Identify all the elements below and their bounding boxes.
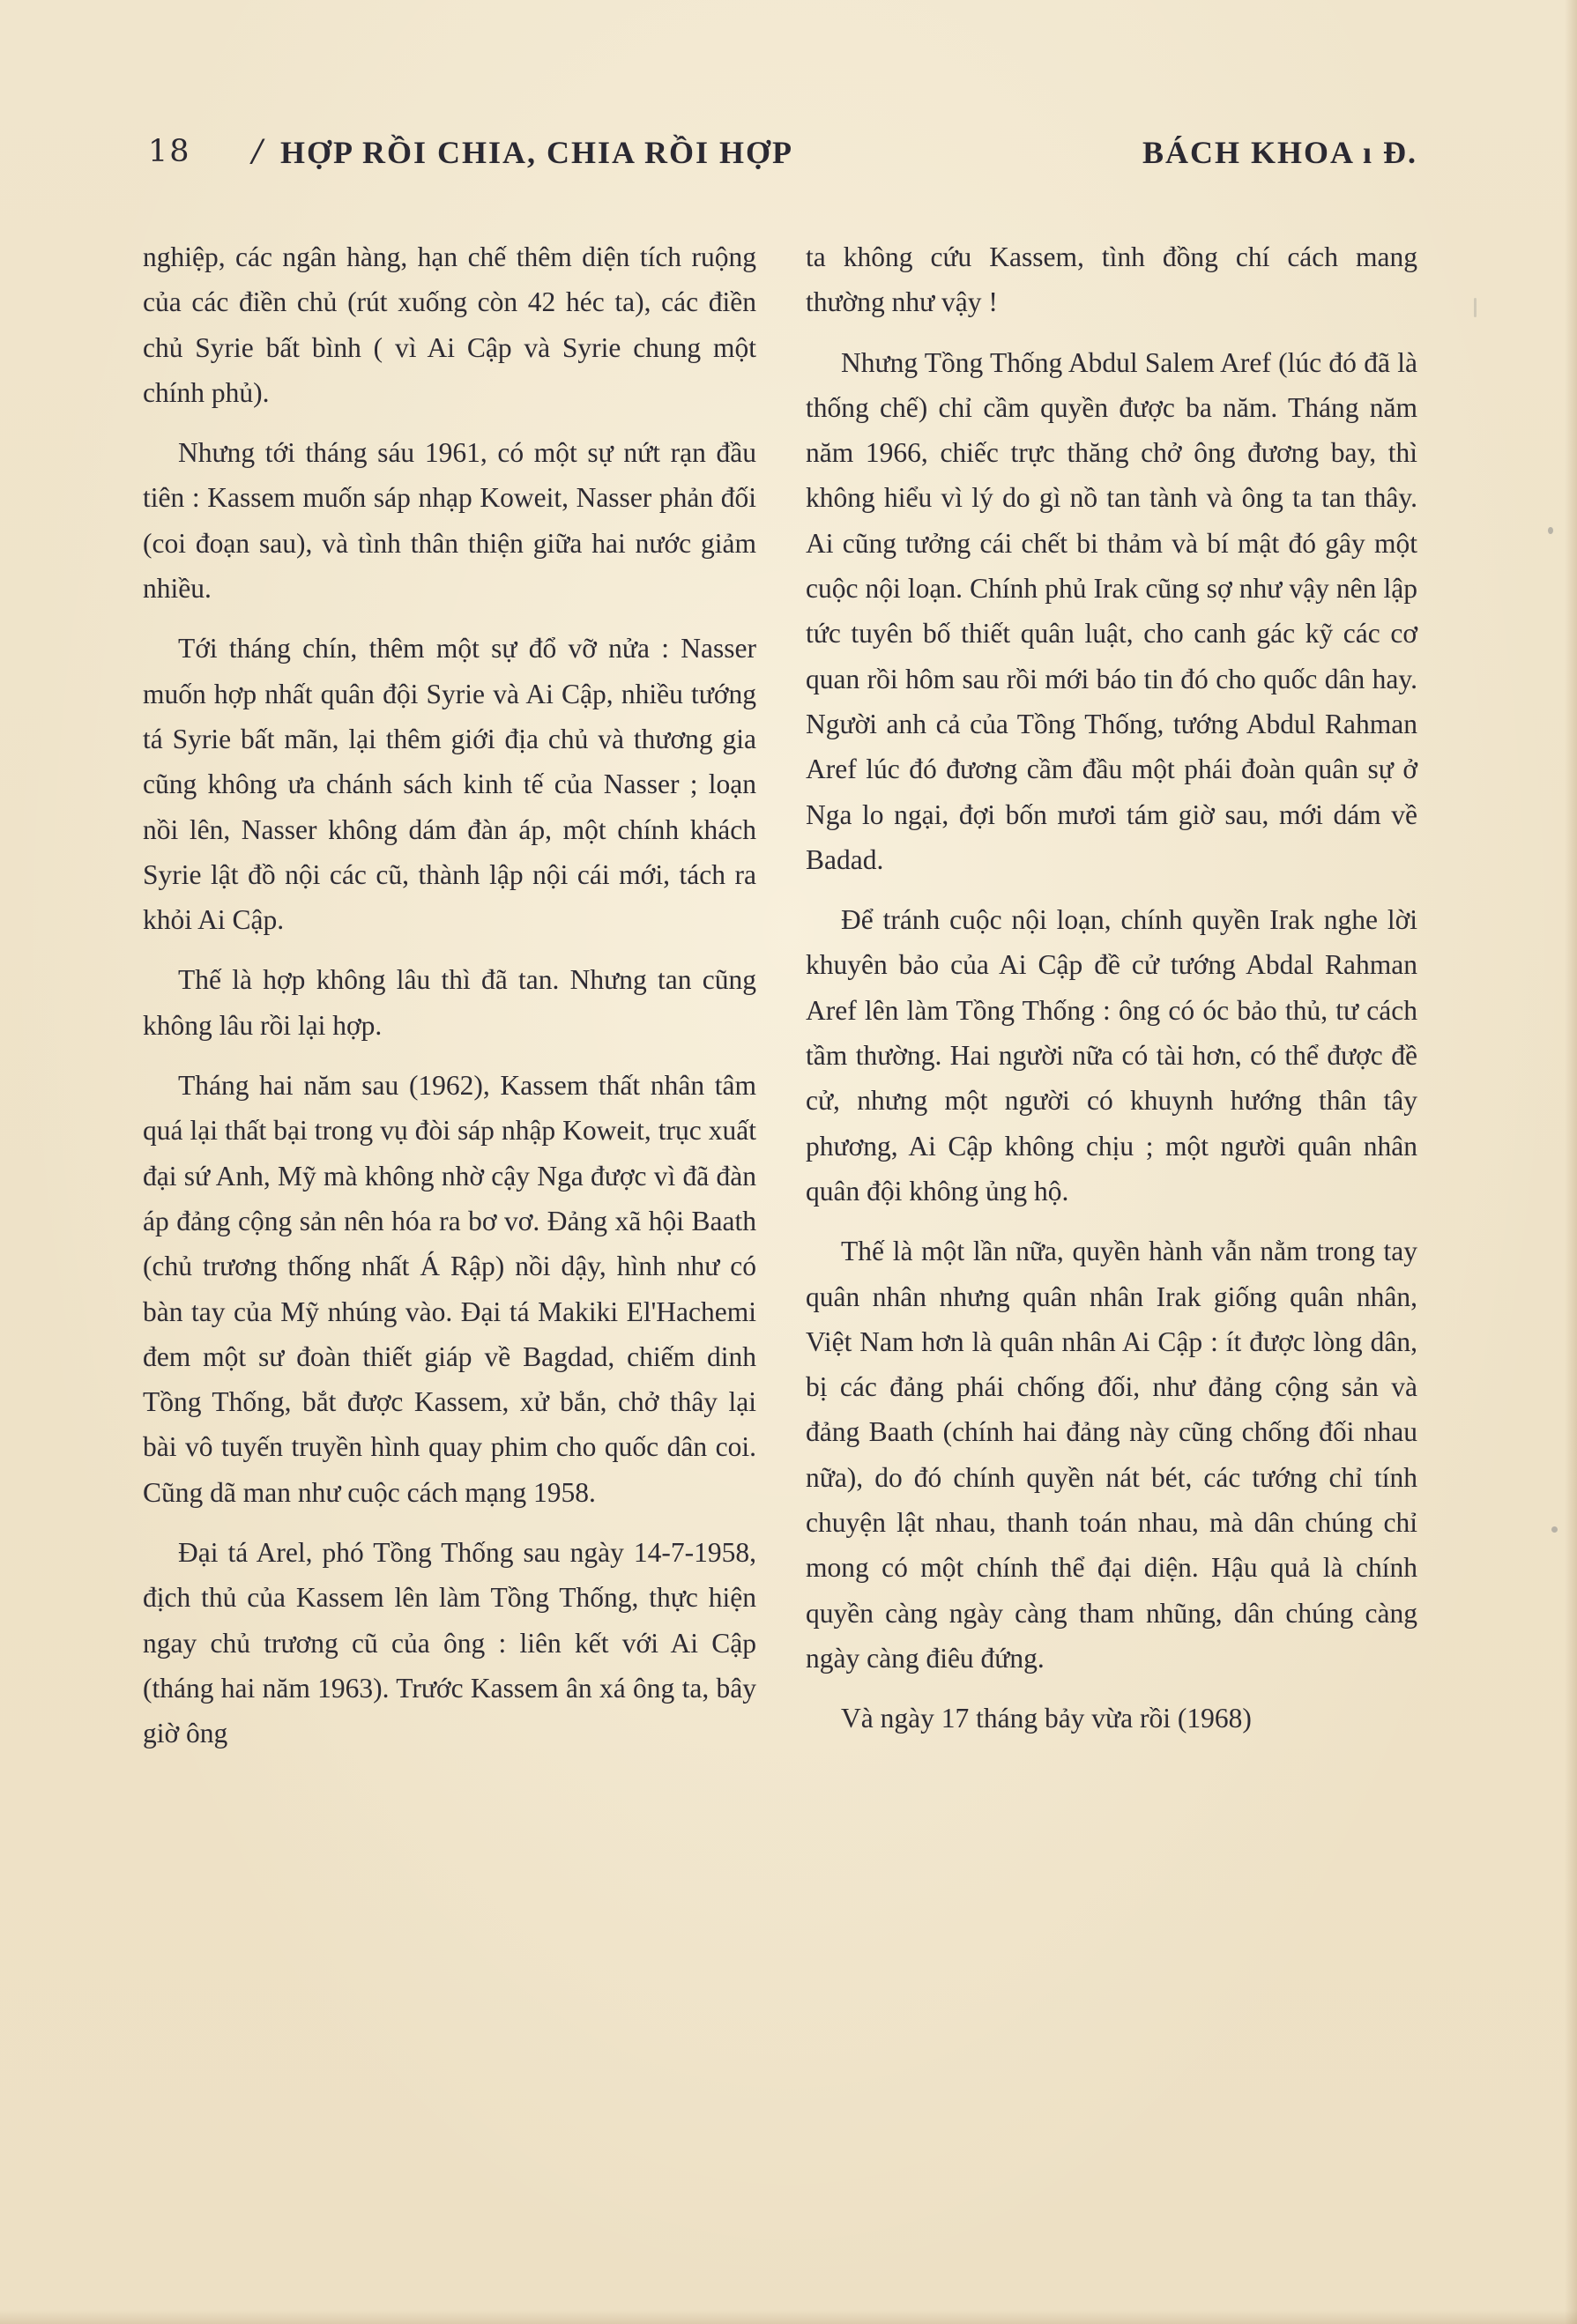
page-edge-shadow-right (1565, 0, 1577, 2324)
header-separator: / (252, 134, 264, 169)
paragraph: Để tránh cuộc nội loạn, chính quyền Irak nghe lời khuyên bảo của Ai Cập đề cử tướng Abdal Rahman Aref lên làm Tồng Thống : ông có óc bảo thủ, tư cách tầm thường. Hai người nữa có tài hơn, có thể được đề cử, nhưng một người có khuynh hướng thân tây phương, Ai Cập không chịu ; một người quân nhân quân đội không ủng hộ. (806, 904, 1417, 1207)
left-column (143, 234, 756, 1756)
right-column (806, 234, 1417, 1741)
paragraph: Thế là hợp không lâu thì đã tan. Nhưng tan cũng không lâu rồi lại hợp. (143, 964, 756, 1041)
ink-speck (1474, 298, 1477, 317)
publication-name: BÁCH KHOA ı Đ. (1142, 135, 1417, 170)
running-header (148, 134, 1417, 178)
paragraph: Và ngày 17 tháng bảy vừa rồi (1968) (841, 1703, 1252, 1734)
paragraph: Nhưng Tồng Thống Abdul Salem Aref (lúc đó đã là thống chế) chỉ cầm quyền được ba năm. Tháng năm năm 1966, chiếc trực thăng chở ông đương bay, thì không hiểu vì lý do gì nồ tan tành và ông ta tan thây. Ai cũng tưởng cái chết bi thảm và bí mật đó gây một cuộc nội loạn. Chính phủ Irak cũng sợ như vậy nên lập tức tuyên bố thiết quân luật, cho canh gác kỹ các cơ quan rồi hôm sau rồi mới báo tin đó cho quốc dân hay. Người anh cả của Tồng Thống, tướng Abdul Rahman Aref lúc đó đương cầm đầu một phái đoàn quân sự ở Nga lo ngại, đợi bốn mươi tám giờ sau, mới dám về Badad. (806, 346, 1417, 875)
ink-speck (1548, 527, 1553, 534)
paragraph: nghiệp, các ngân hàng, hạn chế thêm diện tích ruộng của các điền chủ (rút xuống còn 42 héc ta), các điền chủ Syrie bất bình ( vì Ai Cập và Syrie chung một chính phủ). (143, 241, 756, 408)
paragraph: Đại tá Arel, phó Tồng Thống sau ngày 14-7-1958, địch thủ của Kassem lên làm Tồng Thống, thực hiện ngay chủ trương cũ của ông : liên kết với Ai Cập (tháng hai năm 1963). Trước Kassem ân xá ông ta, bây giờ ông (143, 1537, 756, 1749)
page-number: 18 (148, 134, 191, 169)
page-edge-shadow-bottom (0, 2310, 1577, 2324)
paragraph: Tới tháng chín, thêm một sự đổ vỡ nửa : Nasser muốn hợp nhất quân đội Syrie và Ai Cập, nhiều tướng tá Syrie bất mãn, lại thêm giới địa chủ và thương gia cũng không ưa chánh sách kinh tế của Nasser ; loạn nồi lên, Nasser không dám đàn áp, một chính khách Syrie lật đồ nội các cũ, thành lập nội cái mới, tách ra khỏi Ai Cập. (143, 633, 756, 936)
ink-speck (1551, 1526, 1558, 1533)
paragraph: Tháng hai năm sau (1962), Kassem thất nhân tâm quá lại thất bại trong vụ đòi sáp nhập Koweit, trục xuất đại sứ Anh, Mỹ mà không nhờ cậy Nga được vì đã đàn áp đảng cộng sản nên hóa ra bơ vơ. Đảng xã hội Baath (chủ trương thống nhất Á Rập) nồi dậy, hình như có bàn tay của Mỹ nhúng vào. Đại tá Makiki El'Hachemi đem một sư đoàn thiết giáp về Bagdad, chiếm dinh Tồng Thống, bắt được Kassem, xử bắn, chở thây lại bài vô tuyến truyền hình quay phim cho quốc dân coi. Cũng dã man như cuộc cách mạng 1958. (143, 1070, 756, 1508)
paragraph: Nhưng tới tháng sáu 1961, có một sự nứt rạn đầu tiên : Kassem muốn sáp nhạp Koweit, Nasser phản đối (coi đoạn sau), và tình thân thiện giữa hai nước giảm nhiều. (143, 437, 756, 605)
running-title: HỢP RỒI CHIA, CHIA RỒI HỢP (280, 135, 794, 170)
paragraph: ta không cứu Kassem, tình đồng chí cách mang thường như vậy ! (806, 241, 1417, 318)
paragraph: Thế là một lần nữa, quyền hành vẫn nằm trong tay quân nhân nhưng quân nhân Irak giống quân nhân, Việt Nam hơn là quân nhân Ai Cập : ít được lòng dân, bị các đảng phái chống đối, như đảng cộng sản và đảng Baath (chính hai đảng này cũng chống đối nhau nữa), do đó chính quyền nát bét, các tướng chỉ tính chuyện lật nhau, thanh toán nhau, mà dân chúng chỉ mong có một chính thể đại diện. Hậu quả là chính quyền càng ngày càng tham nhũng, dân chúng càng ngày càng điêu đứng. (806, 1236, 1417, 1674)
